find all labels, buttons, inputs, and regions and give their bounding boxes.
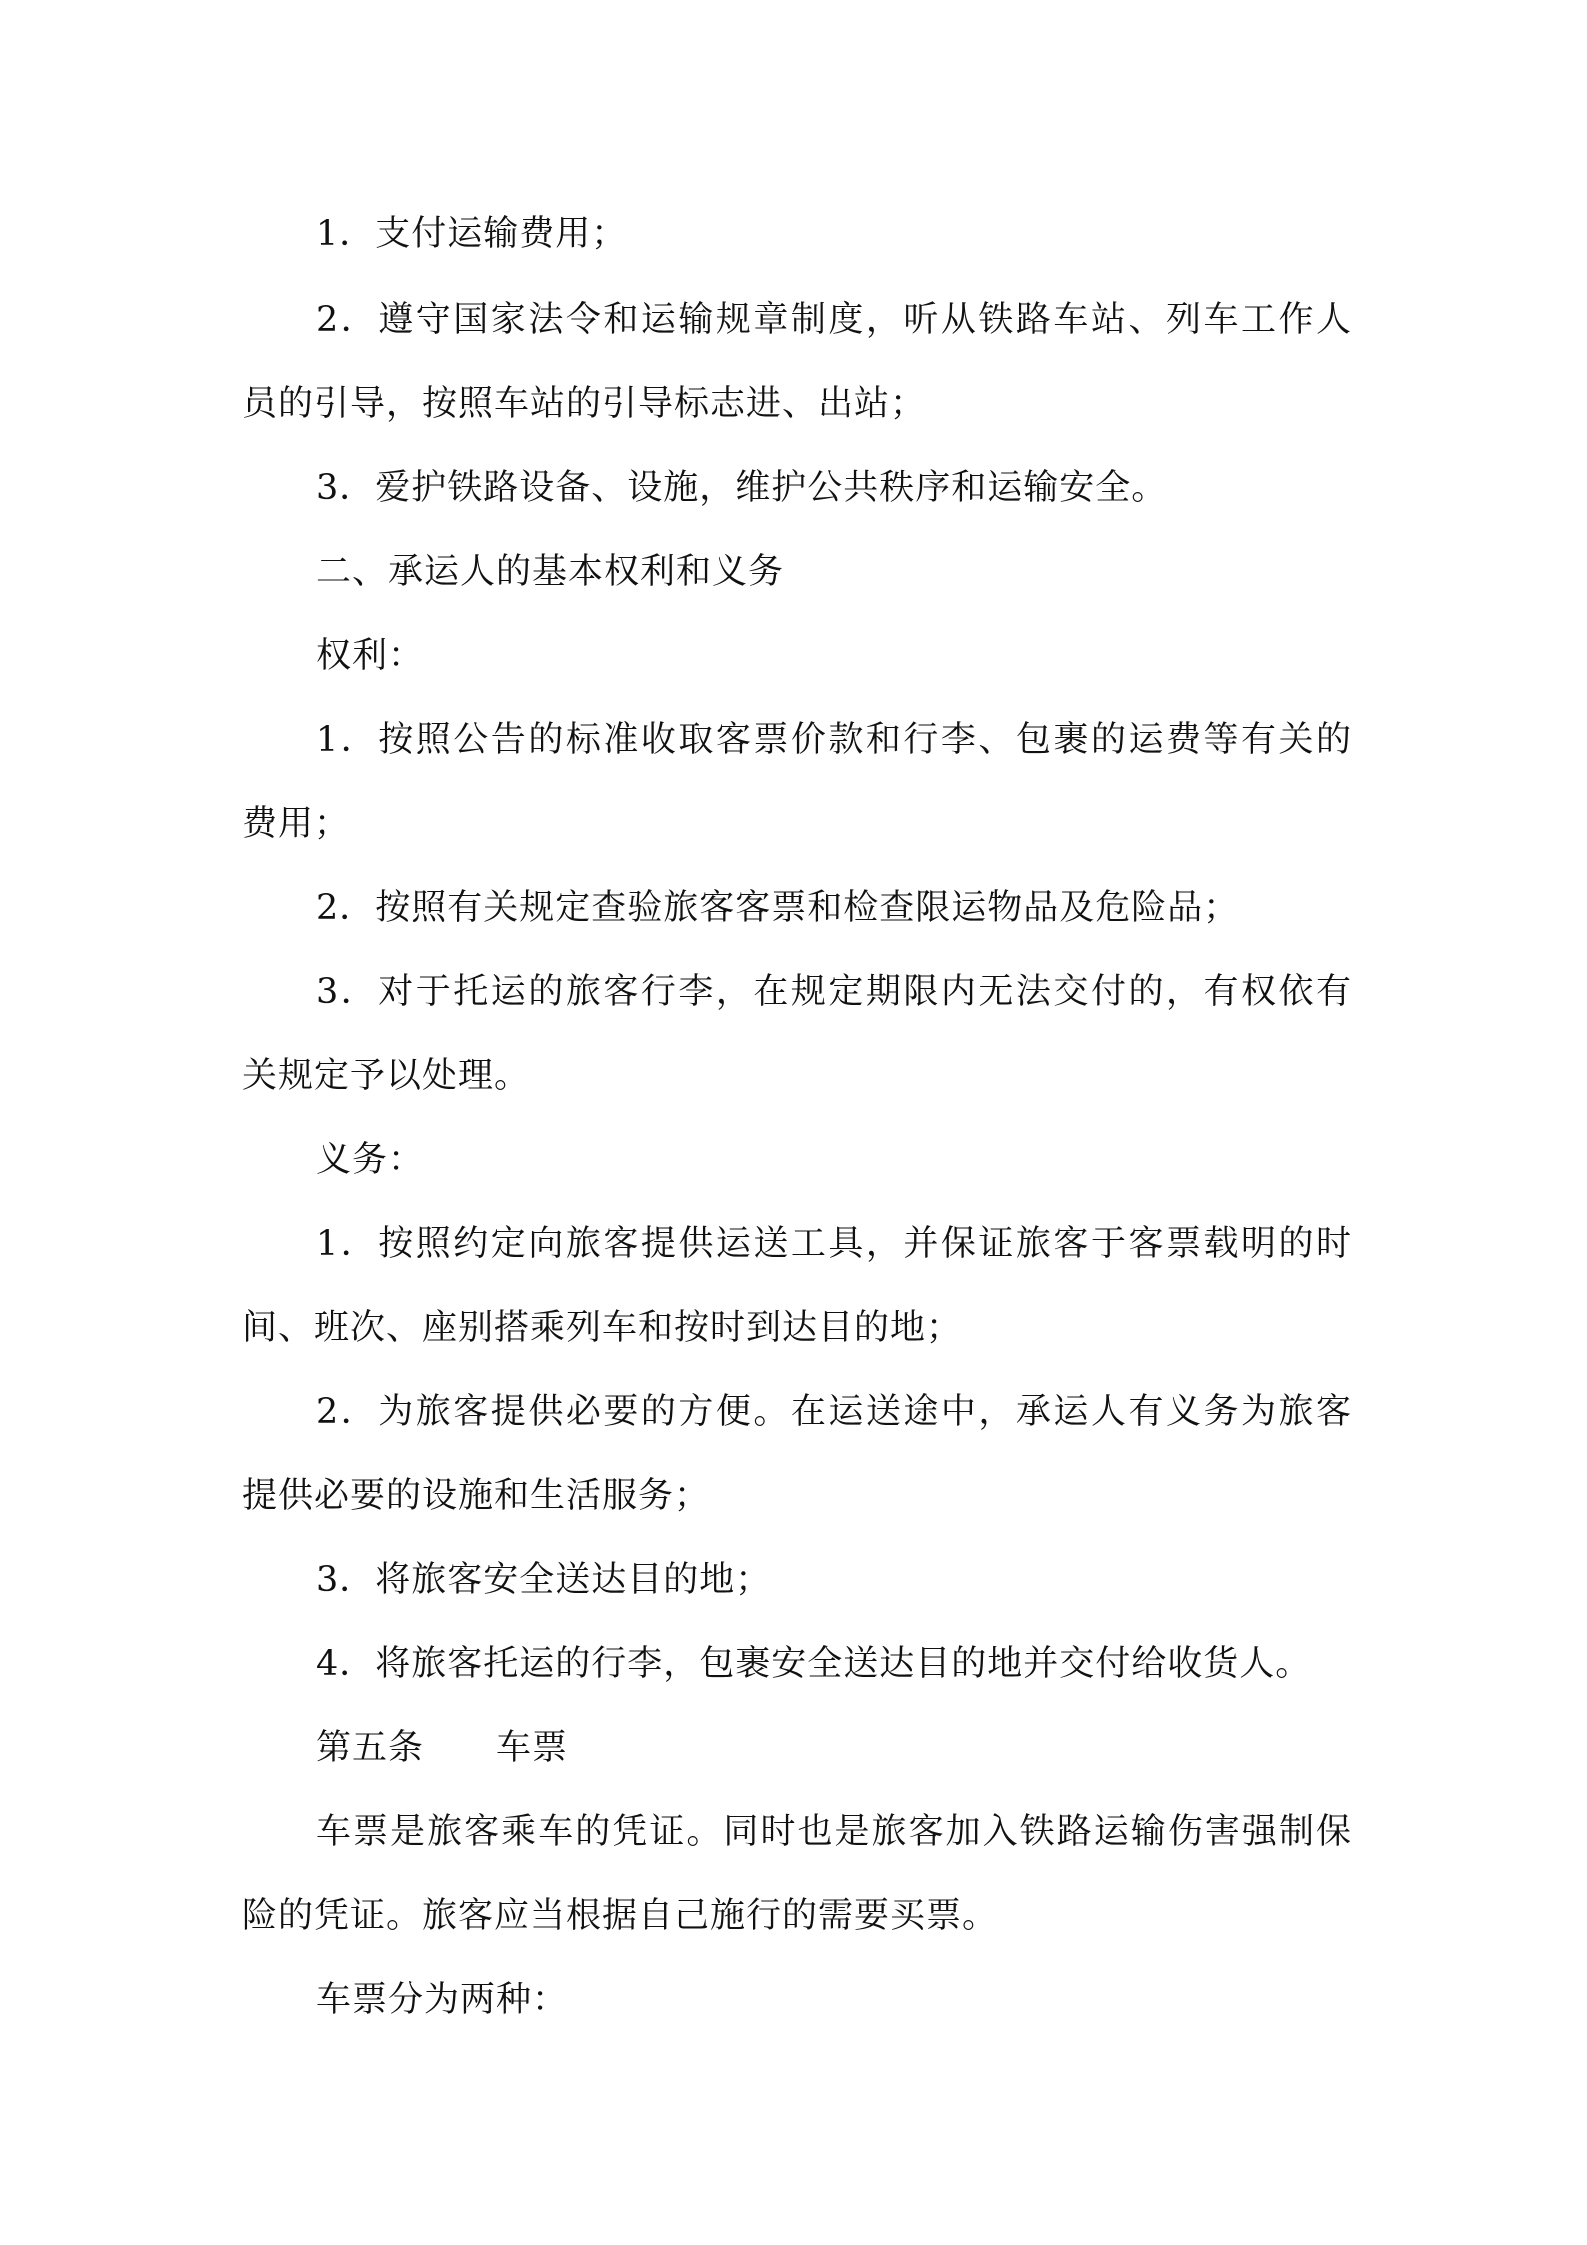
- text-line: 险的凭证。旅客应当根据自己施行的需要买票。: [242, 1896, 999, 1936]
- text-line: 2．按照有关规定查验旅客客票和检查限运物品及危险品；: [316, 888, 1240, 928]
- subheading-obligations: 义务：: [316, 1140, 425, 1180]
- text-line: 3．对于托运的旅客行李，在规定期限内无法交付的，有权依有: [316, 972, 1352, 1012]
- text-line: 车票分为两种：: [316, 1980, 569, 2020]
- text-line: 3．爱护铁路设备、设施，维护公共秩序和运输安全。: [316, 468, 1168, 508]
- text-line: 1．按照约定向旅客提供运送工具，并保证旅客于客票载明的时: [316, 1224, 1352, 1264]
- subheading-rights: 权利：: [316, 636, 425, 676]
- text-line: 2．为旅客提供必要的方便。在运送途中，承运人有义务为旅客: [316, 1392, 1352, 1432]
- text-line: 间、班次、座别搭乘列车和按时到达目的地；: [242, 1308, 963, 1348]
- text-line: 1．按照公告的标准收取客票价款和行李、包裹的运费等有关的: [316, 720, 1352, 760]
- text-line: 费用；: [242, 804, 351, 844]
- section-heading: 二、承运人的基本权利和义务: [316, 552, 785, 592]
- text-line: 4．将旅客托运的行李，包裹安全送达目的地并交付给收货人。: [316, 1644, 1312, 1684]
- text-line: 2．遵守国家法令和运输规章制度，听从铁路车站、列车工作人: [316, 300, 1352, 340]
- text-line: 1．支付运输费用；: [316, 214, 628, 254]
- text-line: 员的引导，按照车站的引导标志进、出站；: [242, 384, 927, 424]
- text-line: 车票是旅客乘车的凭证。同时也是旅客加入铁路运输伤害强制保: [316, 1812, 1352, 1852]
- text-line: 3．将旅客安全送达目的地；: [316, 1560, 772, 1600]
- text-line: 关规定予以处理。: [242, 1056, 531, 1096]
- text-line: 提供必要的设施和生活服务；: [242, 1476, 711, 1516]
- article-heading: 第五条 车票: [316, 1728, 569, 1768]
